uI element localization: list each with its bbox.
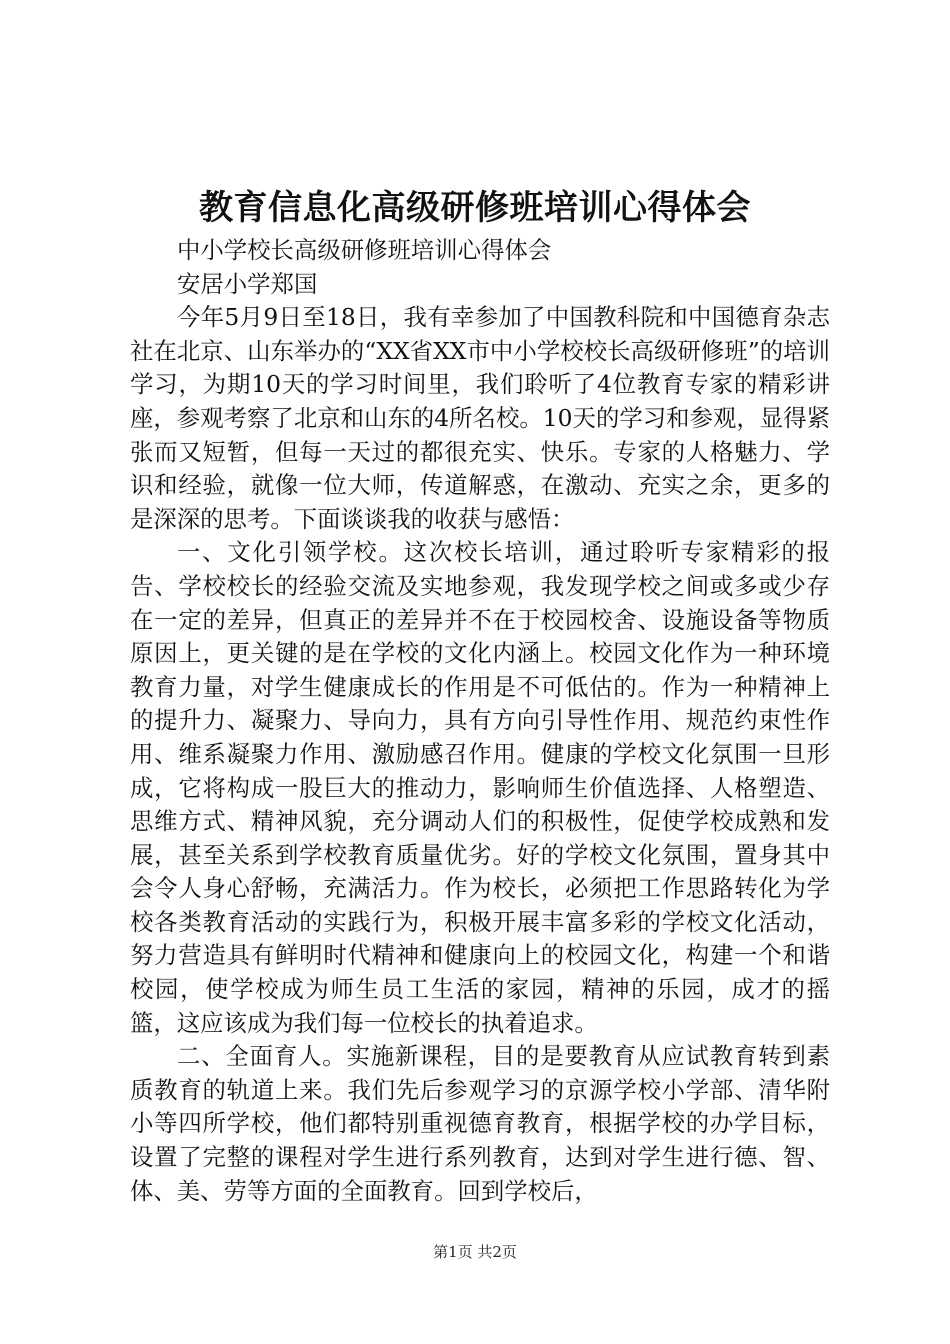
section-2-paragraph: 二、全面育人。实施新课程，目的是要教育从应试教育转到素质教育的轨道上来。我们先后参观学习的京源学校小学部、清华附小等四所学校，他们都特别重视德育教育，根据学校的办学目标，设置了完整的课程对学生进行系列教育，达到对学生进行德、智、体、美、劳等方面的全面教育。回到学校后， [130,1042,830,1205]
document-body [130,234,830,1208]
page-footer: 第1页 共2页 [433,1243,517,1261]
section-1-paragraph: 一、文化引领学校。这次校长培训，通过聆听专家精彩的报告、学校校长的经验交流及实地参观，我发现学校之间或多或少存在一定的差异，但真正的差异并不在于校园校舍、设施设备等物质原因上，更关键的是在学校的文化内涵上。校园文化作为一种环境教育力量，对学生健康成长的作用是不可低估的。作为一种精神上的提升力、凝聚力、导向力，具有方向引导性作用、规范约束性作用、维系凝聚力作用、激励感召作用。健康的学校文化氛围一旦形成，它将构成一股巨大的推动力，影响师生价值选择、人格塑造、思维方式、精神风貌，充分调动人们的积极性，促使学校成熟和发展，甚至关系到学校教育质量优劣。好的学校文化氛围，置身其中会令人身心舒畅，充满活力。作为校长，必须把工作思路转化为学校各类教育活动的实践行为，积极开展丰富多彩的学校文化活动，努力营造具有鲜明时代精神和健康向上的校园文化，构建一个和谐校园，使学校成为师生员工生活的家园，精神的乐园，成才的摇篮，这应该成为我们每一位校长的执着追求。 [130,538,830,1037]
page-title: 教育信息化高级研修班培训心得体会 [199,188,751,228]
subtitle-paragraph: 中小学校长高级研修班培训心得体会 [177,236,552,264]
intro-paragraph: 今年5月9日至18日，我有幸参加了中国教科院和中国德育杂志社在北京、山东举办的“XX省XX市中小学校校长高级研修班”的培训学习，为期10天的学习时间里，我们聆听了4位教育专家的精彩讲座，参观考察了北京和山东的4所名校。10天的学习和参观，显得紧张而又短暂，但每一天过的都很充实、快乐。专家的人格魅力、学识和经验，就像一位大师，传道解惑，在激动、充实之余，更多的是深深的思考。下面谈谈我的收获与感悟： [130,303,830,533]
author-paragraph: 安居小学郑国 [177,269,318,298]
